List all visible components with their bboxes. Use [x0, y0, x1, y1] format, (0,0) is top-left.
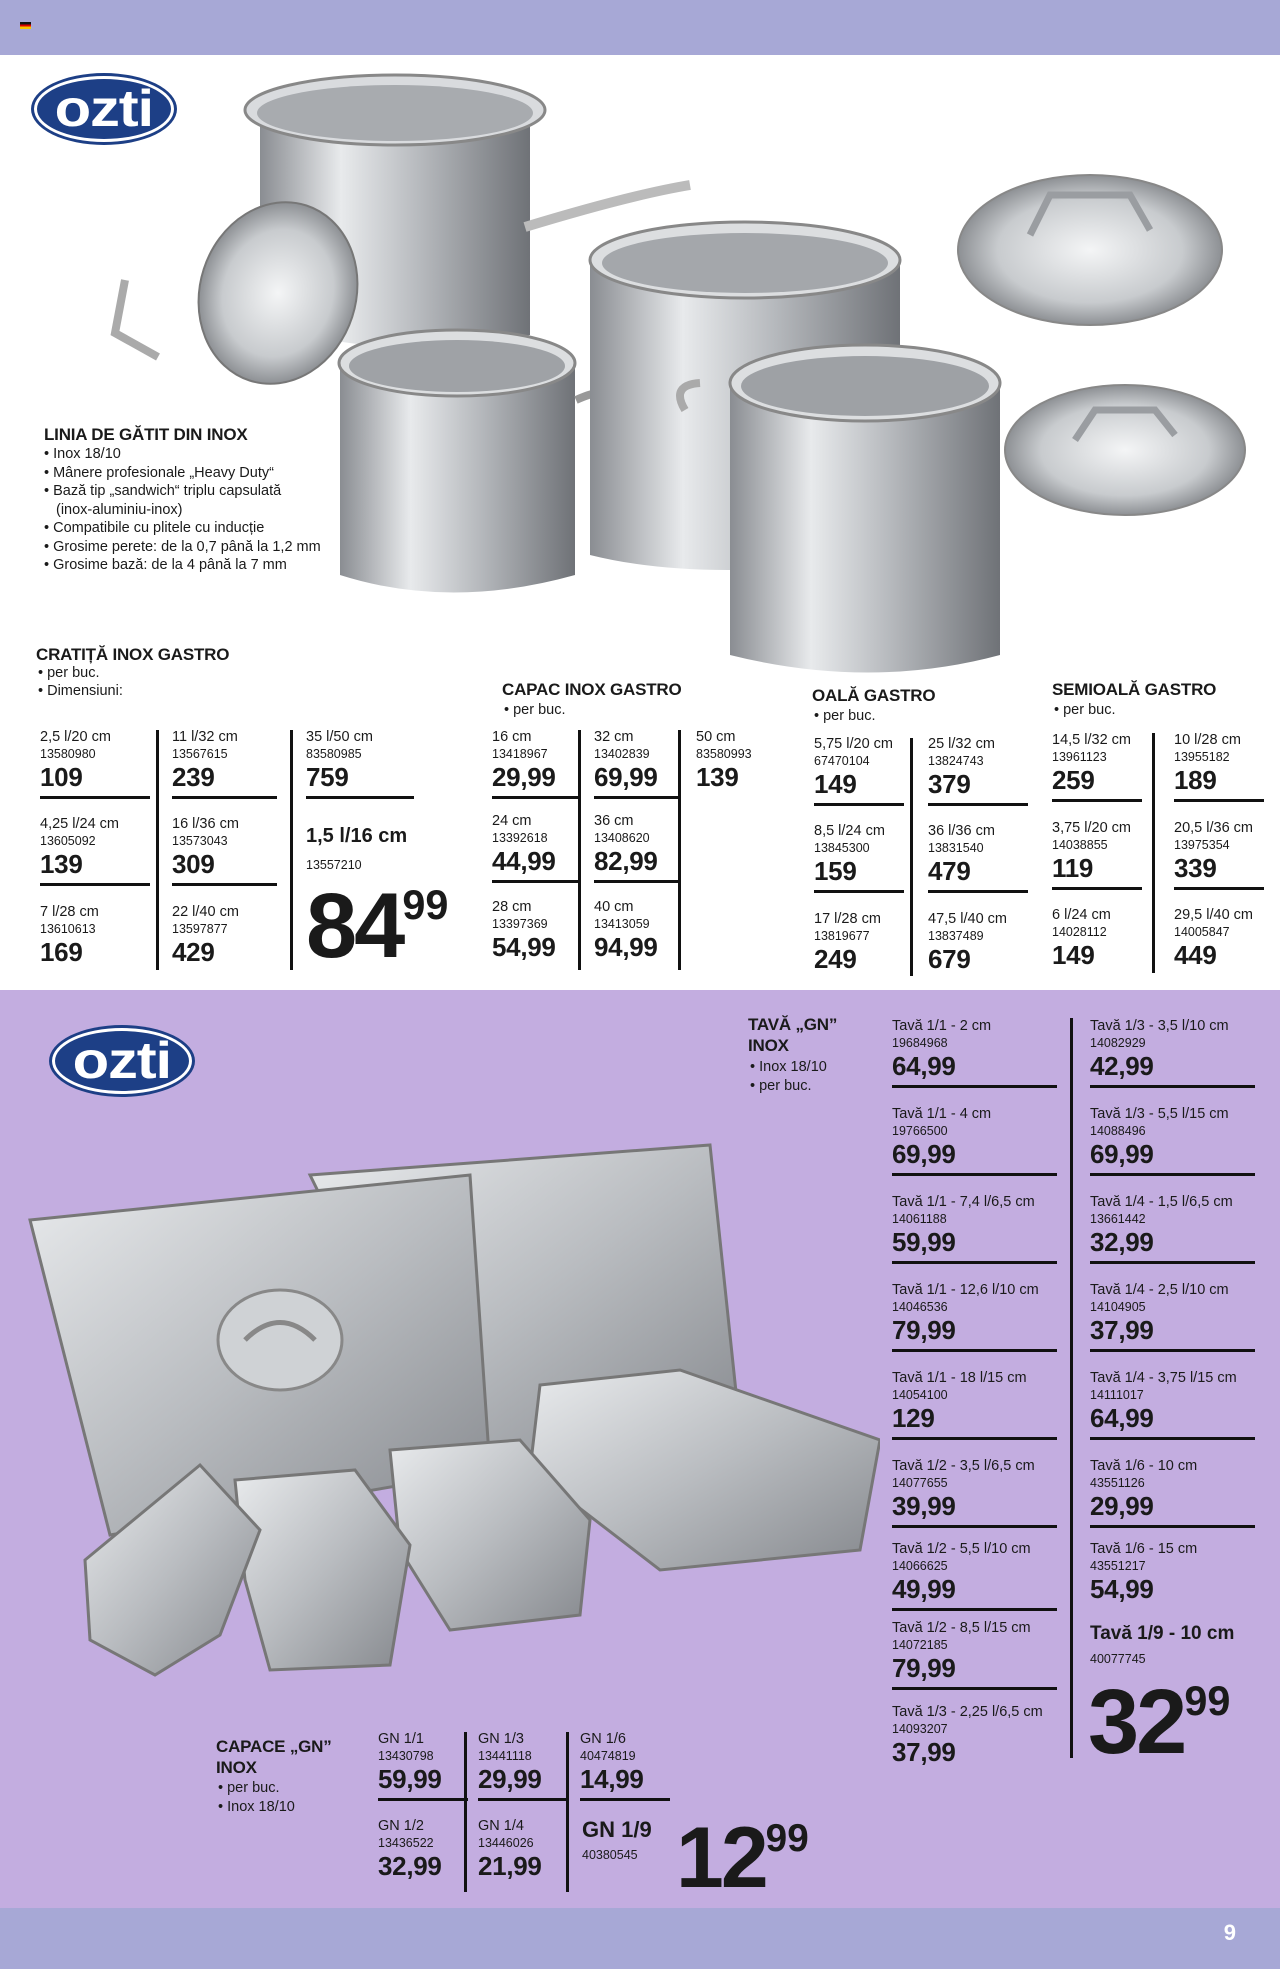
product-cell: 25 l/32 cm 13824743 379 [928, 735, 1028, 806]
bullet: • Inox 18/10 [44, 446, 121, 462]
featured-code: 13557210 [306, 858, 362, 872]
price: 29,99 [1090, 1491, 1255, 1528]
cratita-bullet: • per buc. [38, 665, 100, 681]
product-cell: GN 1/1 13430798 59,99 [378, 1730, 468, 1801]
price: 54,99 [492, 932, 556, 962]
featured-size: Tavă 1/9 - 10 cm [1090, 1623, 1235, 1644]
product-cell: Tavă 1/6 - 10 cm 43551126 29,99 [1090, 1457, 1255, 1528]
price: 59,99 [378, 1764, 468, 1801]
product-cell: 50 cm 83580993 139 [696, 728, 782, 792]
price: 14,99 [580, 1764, 670, 1801]
product-cell: Tavă 1/4 - 3,75 l/15 cm 14111017 64,99 [1090, 1369, 1255, 1440]
price: 37,99 [1090, 1315, 1255, 1352]
bullet: • Compatibile cu plitele cu inducție [44, 520, 265, 536]
product-cell: 11 l/32 cm 13567615 239 [172, 728, 277, 799]
bottom-bar [0, 1908, 1280, 1969]
price: 94,99 [594, 932, 658, 962]
product-cell: 2,5 l/20 cm 13580980 109 [40, 728, 150, 799]
product-cell: Tavă 1/4 - 1,5 l/6,5 cm 13661442 32,99 [1090, 1193, 1255, 1264]
capace-title: CAPACE „GN” [216, 1737, 332, 1756]
capace-title: INOX [216, 1758, 257, 1777]
price: 32,99 [1090, 1227, 1255, 1264]
product-cell: 4,25 l/24 cm 13605092 139 [40, 815, 150, 886]
product-cell: 8,5 l/24 cm 13845300 159 [814, 822, 904, 893]
capac-title: CAPAC INOX GASTRO [502, 680, 682, 699]
product-cell: Tavă 1/1 - 4 cm 19766500 69,99 [892, 1105, 1057, 1176]
price: 129 [892, 1403, 1057, 1440]
divider [578, 730, 581, 970]
tava-title: INOX [748, 1036, 789, 1055]
oala-bullet: • per buc. [814, 708, 876, 724]
tava-bullet: • per buc. [750, 1078, 812, 1094]
product-cell: 16 l/36 cm 13573043 309 [172, 815, 277, 886]
product-cell: 17 l/28 cm 13819677 249 [814, 910, 904, 974]
price: 189 [1174, 765, 1264, 802]
tava-title: TAVĂ „GN” [748, 1015, 838, 1034]
price: 159 [814, 856, 904, 893]
product-cell: Tavă 1/1 - 18 l/15 cm 14054100 129 [892, 1369, 1057, 1440]
price: 82,99 [594, 846, 680, 883]
featured-price: $84^{99}$ [306, 875, 449, 977]
cookware-image [110, 65, 1260, 675]
price: 379 [928, 769, 1028, 806]
page-number: 9 [1223, 1920, 1236, 1945]
product-cell: 47,5 l/40 cm 13837489 679 [928, 910, 1028, 974]
product-cell: GN 1/6 40474819 14,99 [580, 1730, 670, 1801]
flag-icon [20, 22, 31, 29]
product-cell: 16 cm 13418967 29,99 [492, 728, 578, 799]
product-cell: 10 l/28 cm 13955182 189 [1174, 731, 1264, 802]
price: 169 [40, 937, 83, 967]
product-cell: Tavă 1/1 - 2 cm 19684968 64,99 [892, 1017, 1057, 1088]
price: 54,99 [1090, 1574, 1154, 1604]
divider [1070, 1018, 1073, 1758]
product-cell: Tavă 1/1 - 12,6 l/10 cm 14046536 79,99 [892, 1281, 1057, 1352]
oala-title: OALĂ GASTRO [812, 686, 936, 705]
product-cell: 32 cm 13402839 69,99 [594, 728, 680, 799]
featured-code: 40380545 [582, 1848, 638, 1862]
cratita-bullet: • Dimensiuni: [38, 683, 123, 699]
product-cell: 6 l/24 cm 14028112 149 [1052, 906, 1142, 970]
price: 759 [306, 762, 414, 799]
price: 59,99 [892, 1227, 1057, 1264]
product-cell: Tavă 1/2 - 3,5 l/6,5 cm 14077655 39,99 [892, 1457, 1057, 1528]
divider [156, 730, 159, 970]
divider [566, 1732, 569, 1892]
price: 249 [814, 944, 857, 974]
bullet: • Mânere profesionale „Heavy Duty“ [44, 464, 274, 481]
product-cell: 40 cm 13413059 94,99 [594, 898, 680, 962]
divider [1152, 733, 1155, 973]
product-cell: Tavă 1/3 - 3,5 l/10 cm 14082929 42,99 [1090, 1017, 1255, 1088]
product-cell: 14,5 l/32 cm 13961123 259 [1052, 731, 1142, 802]
cookware-title: LINIA DE GĂTIT DIN INOX [44, 425, 248, 444]
price: 44,99 [492, 846, 578, 883]
price: 449 [1174, 940, 1217, 970]
price: 139 [696, 762, 739, 792]
price: 239 [172, 762, 277, 799]
capace-bullet: • per buc. [218, 1780, 280, 1796]
price: 42,99 [1090, 1051, 1255, 1088]
price: 29,99 [492, 762, 578, 799]
cratita-title: CRATIȚĂ INOX GASTRO [36, 645, 230, 664]
product-cell: 7 l/28 cm 13610613 169 [40, 903, 150, 967]
price: 259 [1052, 765, 1142, 802]
bullet: • Bază tip „sandwich“ triplu capsulată [44, 483, 282, 499]
product-cell: Tavă 1/4 - 2,5 l/10 cm 14104905 37,99 [1090, 1281, 1255, 1352]
product-cell: GN 1/2 13436522 32,99 [378, 1817, 468, 1881]
capac-bullet: • per buc. [504, 702, 566, 718]
price: 29,99 [478, 1764, 568, 1801]
semioala-bullet: • per buc. [1054, 702, 1116, 718]
product-cell: GN 1/4 13446026 21,99 [478, 1817, 568, 1881]
price: 79,99 [892, 1653, 1057, 1690]
product-cell: 35 l/50 cm 83580985 759 [306, 728, 414, 799]
price: 39,99 [892, 1491, 1057, 1528]
price: 49,99 [892, 1574, 1057, 1611]
featured-size: GN 1/9 [582, 1817, 652, 1842]
price: 64,99 [1090, 1403, 1255, 1440]
featured-price: $12^{99}$ [676, 1810, 809, 1906]
ozti-logo: ozti [52, 1028, 192, 1094]
product-cell: Tavă 1/3 - 5,5 l/15 cm 14088496 69,99 [1090, 1105, 1255, 1176]
featured-code: 40077745 [1090, 1652, 1146, 1666]
divider [290, 730, 293, 970]
price: 309 [172, 849, 277, 886]
price: 32,99 [378, 1851, 442, 1881]
divider [678, 730, 681, 970]
price: 139 [40, 849, 150, 886]
price: 69,99 [1090, 1139, 1255, 1176]
price: 109 [40, 762, 150, 799]
product-cell: 22 l/40 cm 13597877 429 [172, 903, 277, 967]
cookware-bullets [44, 445, 321, 575]
product-cell: 20,5 l/36 cm 13975354 339 [1174, 819, 1264, 890]
product-cell: 28 cm 13397369 54,99 [492, 898, 578, 962]
price: 69,99 [892, 1139, 1057, 1176]
product-cell: 24 cm 13392618 44,99 [492, 812, 578, 883]
product-cell: 36 l/36 cm 13831540 479 [928, 822, 1028, 893]
price: 79,99 [892, 1315, 1057, 1352]
price: 37,99 [892, 1737, 956, 1767]
price: 149 [814, 769, 904, 806]
price: 69,99 [594, 762, 680, 799]
product-cell: 3,75 l/20 cm 14038855 119 [1052, 819, 1142, 890]
price: 479 [928, 856, 1028, 893]
product-cell: Tavă 1/3 - 2,25 l/6,5 cm 14093207 37,99 [892, 1703, 1057, 1767]
bullet: • Grosime bază: de la 4 până la 7 mm [44, 557, 287, 573]
featured-price: $32^{99}$ [1088, 1671, 1231, 1773]
product-cell: Tavă 1/2 - 8,5 l/15 cm 14072185 79,99 [892, 1619, 1057, 1690]
gn-trays-image [20, 1140, 880, 1680]
bullet: (inox-aluminiu-inox) [56, 501, 183, 518]
semioala-title: SEMIOALĂ GASTRO [1052, 680, 1217, 699]
product-cell: GN 1/3 13441118 29,99 [478, 1730, 568, 1801]
product-cell: 29,5 l/40 cm 14005847 449 [1174, 906, 1264, 970]
ozti-logo: ozti [34, 76, 174, 142]
price: 119 [1052, 853, 1142, 890]
product-cell: Tavă 1/6 - 15 cm 43551217 54,99 [1090, 1540, 1255, 1604]
product-cell: 5,75 l/20 cm 67470104 149 [814, 735, 904, 806]
product-cell: 36 cm 13408620 82,99 [594, 812, 680, 883]
price: 679 [928, 944, 971, 974]
product-cell: Tavă 1/1 - 7,4 l/6,5 cm 14061188 59,99 [892, 1193, 1057, 1264]
tava-bullet: • Inox 18/10 [750, 1059, 827, 1075]
product-cell: Tavă 1/2 - 5,5 l/10 cm 14066625 49,99 [892, 1540, 1057, 1611]
price: 429 [172, 937, 215, 967]
price: 149 [1052, 940, 1095, 970]
price: 21,99 [478, 1851, 542, 1881]
divider [464, 1732, 467, 1892]
divider [910, 738, 913, 976]
featured-size: 1,5 l/16 cm [306, 825, 408, 847]
bullet: • Grosime perete: de la 0,7 până la 1,2 mm [44, 538, 321, 555]
capace-bullet: • Inox 18/10 [218, 1799, 295, 1815]
top-bar [0, 0, 1280, 55]
price: 339 [1174, 853, 1264, 890]
price: 64,99 [892, 1051, 1057, 1088]
